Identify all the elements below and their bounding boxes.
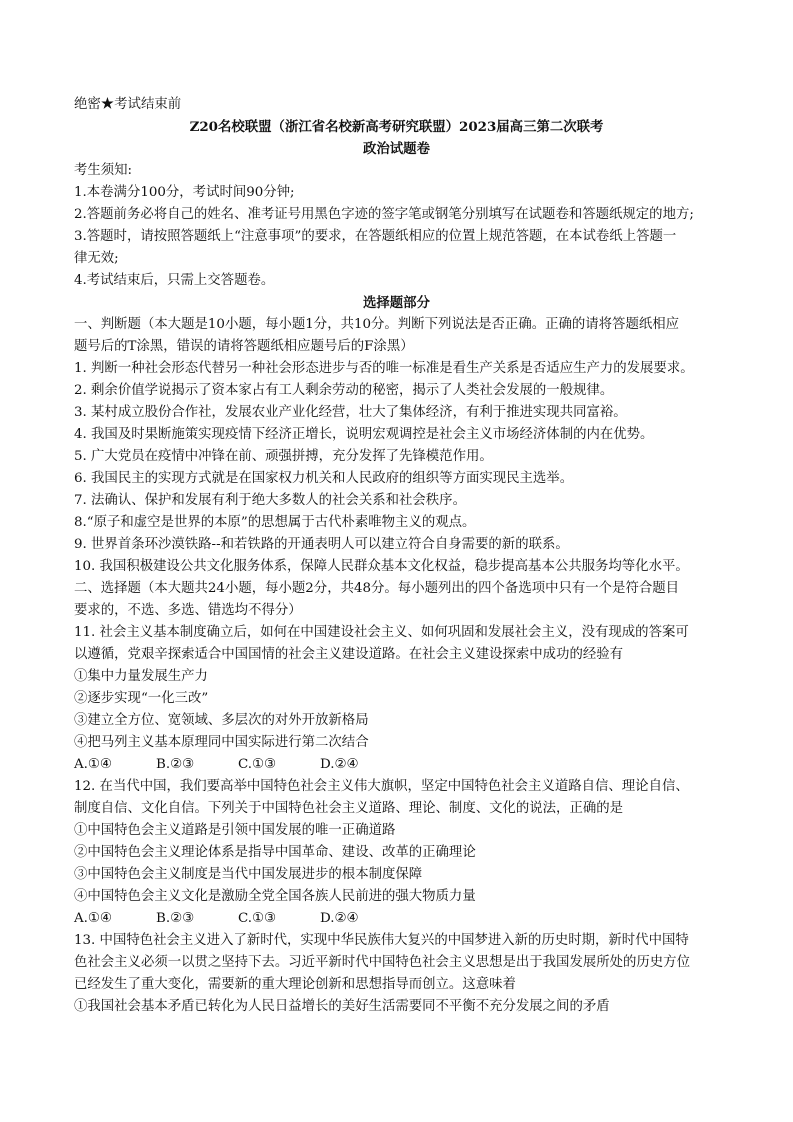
notice-heading: 考生须知: bbox=[74, 163, 133, 178]
q11-option-b: B.②③ bbox=[156, 757, 195, 772]
q13-stem: 已经发生了重大变化，需要新的重大理论创新和思想指导而创立。这意味着 bbox=[74, 977, 516, 992]
q13-item: ①我国社会基本矛盾已转化为人民日益增长的美好生活需要同不平衡不充分发展之间的矛盾 bbox=[74, 999, 610, 1014]
q12-stem: 制度自信、文化自信。下列关于中国特色社会主义道路、理论、制度、文化的说法，正确的是 bbox=[74, 801, 624, 816]
q12-option-d: D.②④ bbox=[320, 911, 359, 926]
q12-item: ②中国特色会主义理论体系是指导中国革命、建设、改革的正确理论 bbox=[74, 845, 476, 860]
judgment-question: 5. 广大党员在疫情中冲锋在前、顽强拼搏，充分发挥了先锋模范作用。 bbox=[74, 449, 493, 464]
q12-stem: 12. 在当代中国，我们要高举中国特色社会主义伟大旗帜，坚定中国特色社会主义道路自信、理论自信、 bbox=[74, 779, 689, 794]
judgment-question: 2. 剩余价值学说揭示了资本家占有工人剩余劳动的秘密，揭示了人类社会发展的一般规律。 bbox=[74, 383, 614, 398]
q12-item: ③中国特色会主义制度是当代中国发展进步的根本制度保障 bbox=[74, 867, 423, 882]
judgment-question: 3. 某村成立股份合作社，发展农业产业化经营，壮大了集体经济，有利于推进实现共同富裕。 bbox=[74, 405, 627, 420]
exam-title: Z20名校联盟（浙江省名校新高考研究联盟）2023届高三第二次联考 bbox=[189, 119, 604, 135]
q11-item: ④把马列主义基本原理同中国实际进行第二次结合 bbox=[74, 735, 369, 750]
judgment-question: 7. 法确认、保护和发展有利于绝大多数人的社会关系和社会秩序。 bbox=[74, 493, 466, 508]
q11-item: ③建立全方位、宽领域、多层次的对外开放新格局 bbox=[74, 713, 369, 728]
q12-item: ④中国特色会主义文化是激励全党全国各族人民前进的强大物质力量 bbox=[74, 889, 476, 904]
judgment-question: 4. 我国及时果断施策实现疫情下经济正增长，说明宏观调控是社会主义市场经济体制的内在优势。 bbox=[74, 427, 654, 442]
part2-intro: 要求的，不选、多选、错选均不得分） bbox=[74, 603, 302, 618]
judgment-question: 9. 世界首条环沙漠铁路--和若铁路的开通表明人可以建立符合自身需要的新的联系。 bbox=[74, 537, 569, 552]
q12-option-b: B.②③ bbox=[156, 911, 195, 926]
section-title: 选择题部分 bbox=[363, 295, 430, 311]
notice-item: 3.答题时，请按照答题纸上“注意事项”的要求，在答题纸相应的位置上规范答题，在本试卷纸上答题一 bbox=[74, 229, 677, 244]
judgment-question: 1. 判断一种社会形态代替另一种社会形态进步与否的唯一标准是看生产关系是否适应生产力的发展要求。 bbox=[74, 361, 694, 376]
q11-stem: 11. 社会主义基本制度确立后，如何在中国建设社会主义、如何巩固和发展社会主义，没有现成的答案可 bbox=[74, 625, 689, 640]
judgment-question: 6. 我国民主的实现方式就是在国家权力机关和人民政府的组织等方面实现民主选举。 bbox=[74, 471, 574, 486]
part1-intro: 一、判断题（本大题是10小题，每小题1分，共10分。判断下列说法是否正确。正确的请将答题纸相应 bbox=[74, 317, 680, 332]
part1-intro: 题号后的T涂黑，错误的请将答题纸相应题号后的F涂黑） bbox=[74, 339, 414, 354]
q12-item: ①中国特色会主义道路是引领中国发展的唯一正确道路 bbox=[74, 823, 396, 838]
q12-option-c: C.①③ bbox=[238, 911, 277, 926]
secret-label: 绝密★考试结束前 bbox=[74, 97, 182, 112]
notice-item: 律无效; bbox=[74, 251, 119, 266]
q12-option-a: A.①④ bbox=[74, 911, 112, 926]
exam-subtitle: 政治试题卷 bbox=[363, 141, 430, 157]
q11-option-a: A.①④ bbox=[74, 757, 112, 772]
q13-stem: 色社会主义必须一以贯之坚持下去。习近平新时代中国特色社会主义思想是出于我国发展所处的历史方位 bbox=[74, 955, 690, 970]
q13-stem: 13. 中国特色社会主义进入了新时代，实现中华民族伟大复兴的中国梦进入新的历史时期，新时代中国特 bbox=[74, 933, 689, 948]
notice-item: 2.答题前务必将自己的姓名、准考证号用黑色字迹的签字笔或钢笔分别填写在试题卷和答题纸规定的地方; bbox=[74, 207, 694, 222]
notice-item: 4.考试结束后，只需上交答题卷。 bbox=[74, 273, 275, 288]
notice-item: 1.本卷满分100分，考试时间90分钟; bbox=[74, 185, 295, 200]
q11-stem: 以遵循，党艰辛探索适合中国国情的社会主义建设道路。在社会主义建设探索中成功的经验有 bbox=[74, 647, 624, 662]
q11-item: ②逐步实现“一化三改” bbox=[74, 691, 209, 706]
q11-option-d: D.②④ bbox=[320, 757, 359, 772]
part2-intro: 二、选择题（本大题共24小题，每小题2分，共48分。每小题列出的四个备选项中只有一个是符合题目 bbox=[74, 581, 680, 596]
q11-item: ①集中力量发展生产力 bbox=[74, 669, 208, 684]
judgment-question: 8.“原子和虚空是世界的本原”的思想属于古代朴素唯物主义的观点。 bbox=[74, 515, 476, 530]
judgment-question: 10. 我国积极建设公共文化服务体系，保障人民群众基本文化权益，稳步提高基本公共服务均等化水平。 bbox=[74, 559, 689, 574]
q11-option-c: C.①③ bbox=[238, 757, 277, 772]
